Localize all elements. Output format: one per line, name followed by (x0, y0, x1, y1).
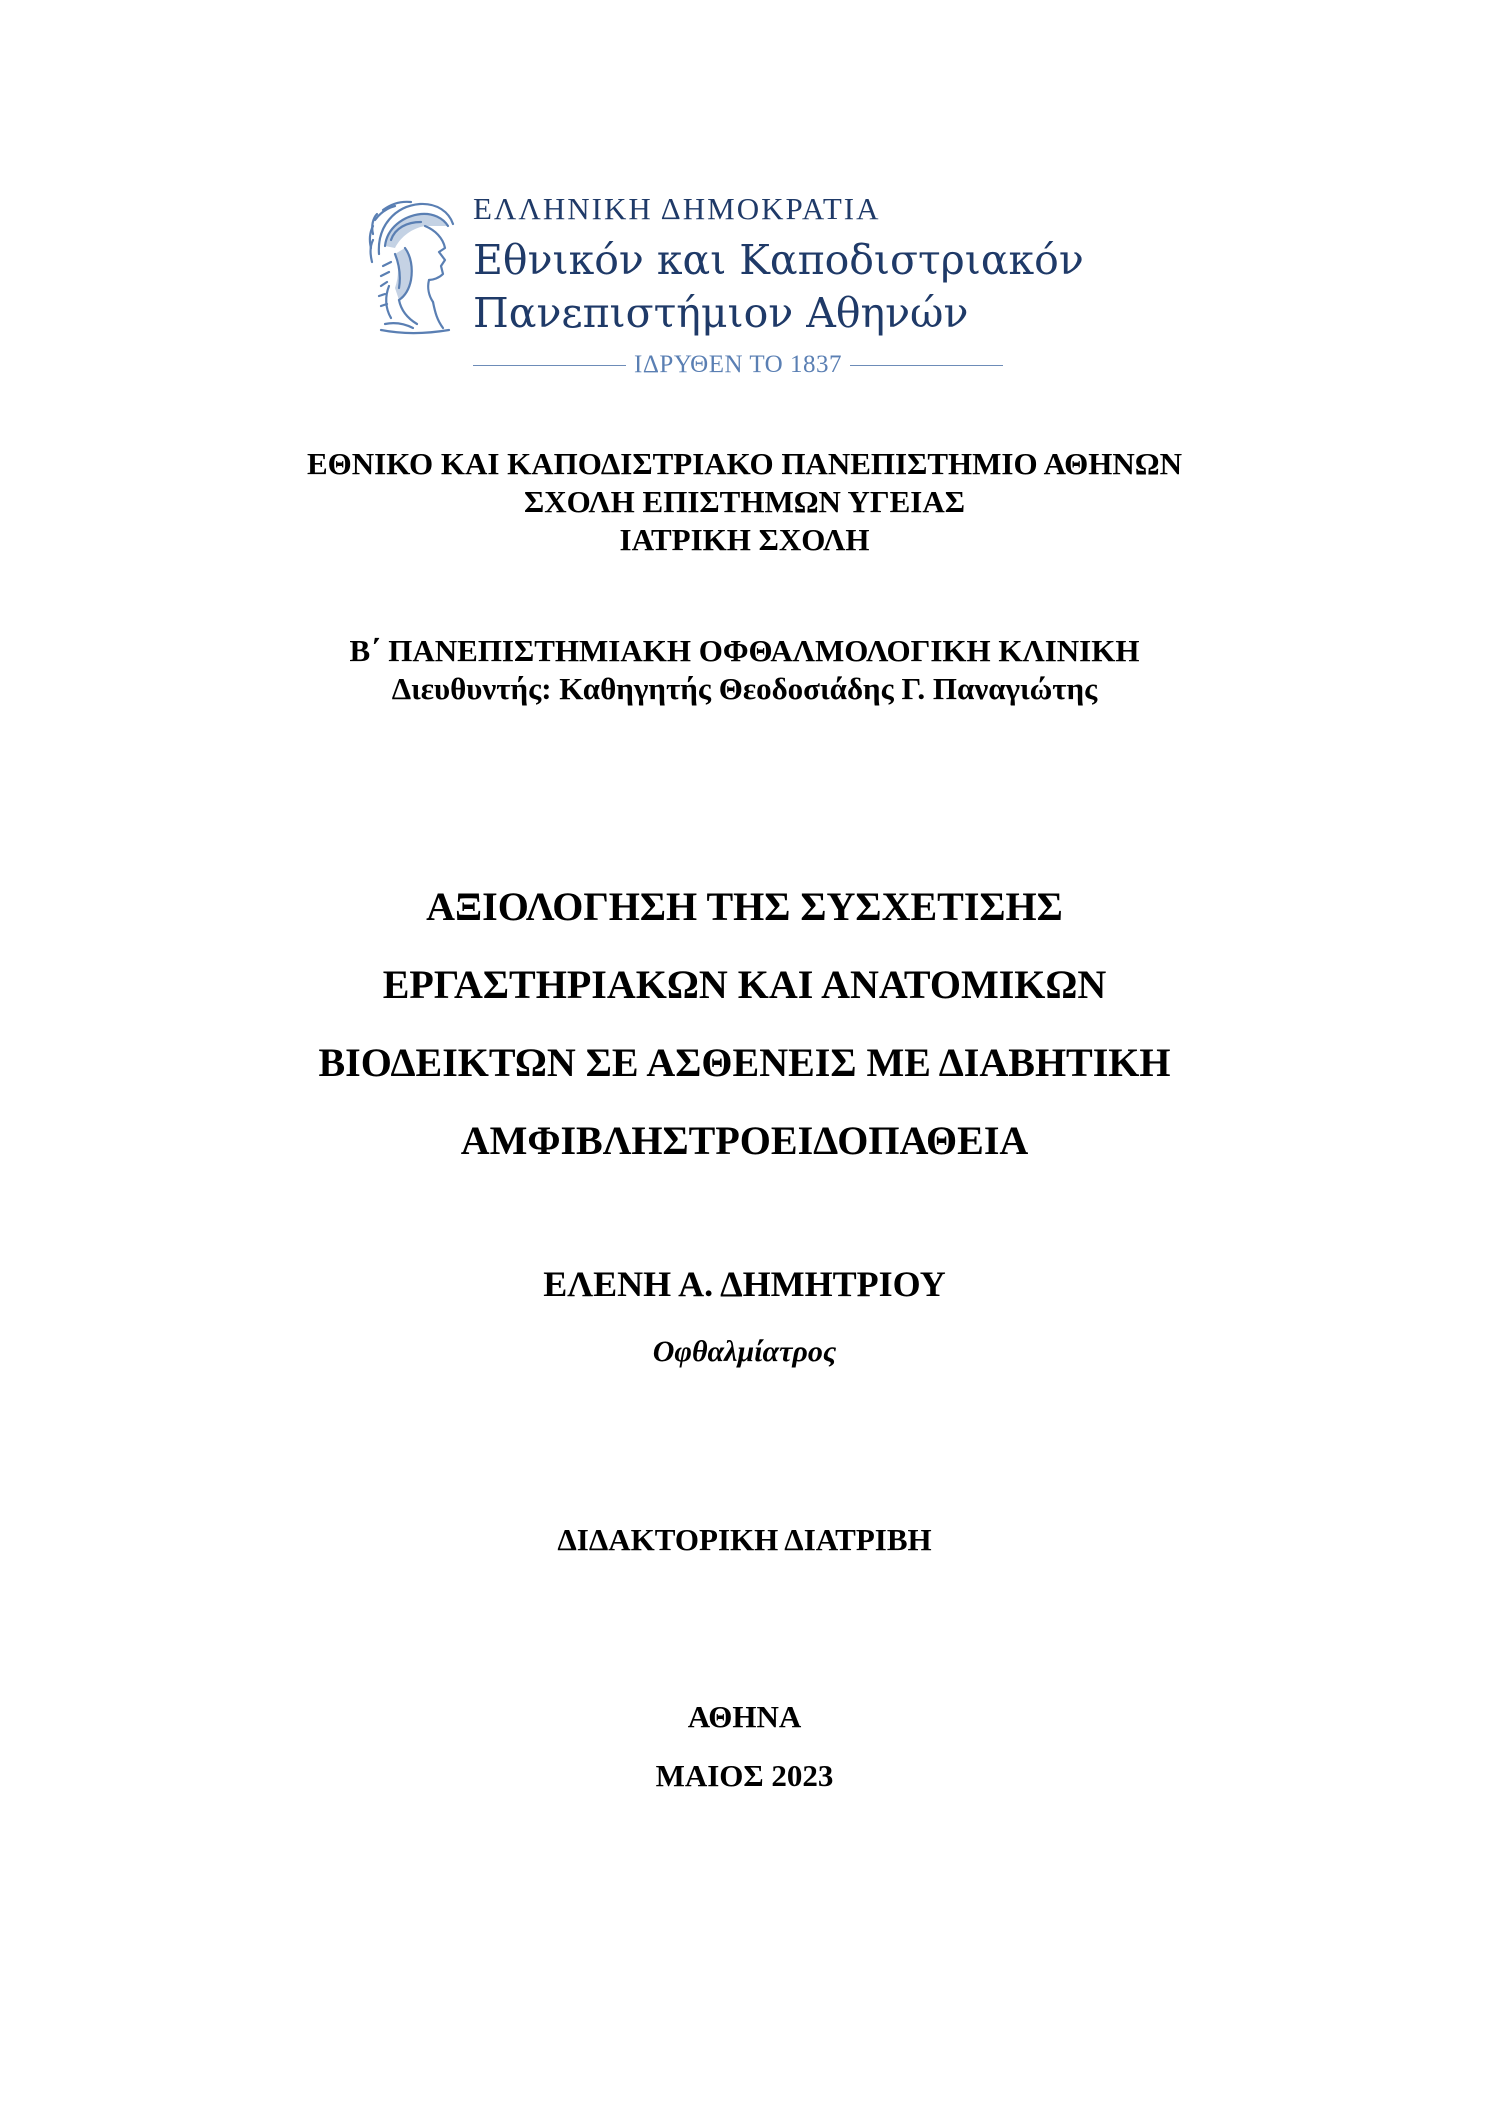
logo-rule-right (850, 365, 1003, 366)
faculty-name: ΙΑΤΡΙΚΗ ΣΧΟΛΗ (619, 522, 870, 557)
title-line: ΑΞΙΟΛΟΓΗΣΗ ΤΗΣ ΣΥΣΧΕΤΙΣΗΣ (426, 884, 1063, 929)
logo-state-name: ΕΛΛΗΝΙΚΗ ΔΗΜΟΚΡΑΤΙΑ (473, 191, 881, 226)
logo-university-name-line2: Πανεπιστήμιον Αθηνών (473, 289, 969, 337)
logo-university-name-line1: Εθνικόν και Καποδιστριακόν (473, 236, 1084, 284)
document-type: ΔΙΔΑΚΤΟΡΙΚΗ ΔΙΑΤΡΙΒΗ (557, 1522, 932, 1557)
title-line: ΒΙΟΔΕΙΚΤΩΝ ΣΕ ΑΣΘΕΝΕΙΣ ΜΕ ΔΙΑΒΗΤΙΚΗ (318, 1040, 1171, 1085)
logo-founded (473, 350, 1003, 380)
place: ΑΘΗΝΑ (687, 1699, 802, 1734)
title-line: ΑΜΦΙΒΛΗΣΤΡΟΕΙΔΟΠΑΘΕΙΑ (460, 1118, 1029, 1163)
logo-rule-left (473, 365, 626, 366)
title-line: ΕΡΓΑΣΤΗΡΙΑΚΩΝ ΚΑΙ ΑΝΑΤΟΜΙΚΩΝ (382, 962, 1107, 1007)
author-role: Οφθαλμίατρος (652, 1335, 837, 1368)
clinic-name: Β΄ ΠΑΝΕΠΙΣΤΗΜΙΑΚΗ ΟΦΘΑΛΜΟΛΟΓΙΚΗ ΚΛΙΝΙΚΗ (349, 633, 1140, 668)
author-name: ΕΛΕΝΗ Α. ΔΗΜΗΤΡΙΟΥ (543, 1264, 946, 1304)
institution-block (0, 445, 1489, 559)
date: ΜΑΙΟΣ 2023 (655, 1758, 834, 1793)
school-name: ΣΧΟΛΗ ΕΠΙΣΤΗΜΩΝ ΥΓΕΙΑΣ (523, 484, 966, 519)
thesis-title (0, 868, 1489, 1180)
clinic-director: Διευθυντής: Καθηγητής Θεοδοσιάδης Γ. Παναγιώτης (391, 671, 1098, 706)
logo-wordmark (473, 190, 1113, 340)
university-logo (365, 190, 1105, 380)
clinic-block (0, 632, 1489, 708)
university-name: ΕΘΝΙΚΟ ΚΑΙ ΚΑΠΟΔΙΣΤΡΙΑΚΟ ΠΑΝΕΠΙΣΤΗΜΙΟ ΑΘΗΝΩΝ (306, 446, 1183, 481)
logo-founded-text: ΙΔΡΥΘΕΝ ΤΟ 1837 (634, 351, 842, 378)
athena-head-icon (365, 196, 460, 336)
